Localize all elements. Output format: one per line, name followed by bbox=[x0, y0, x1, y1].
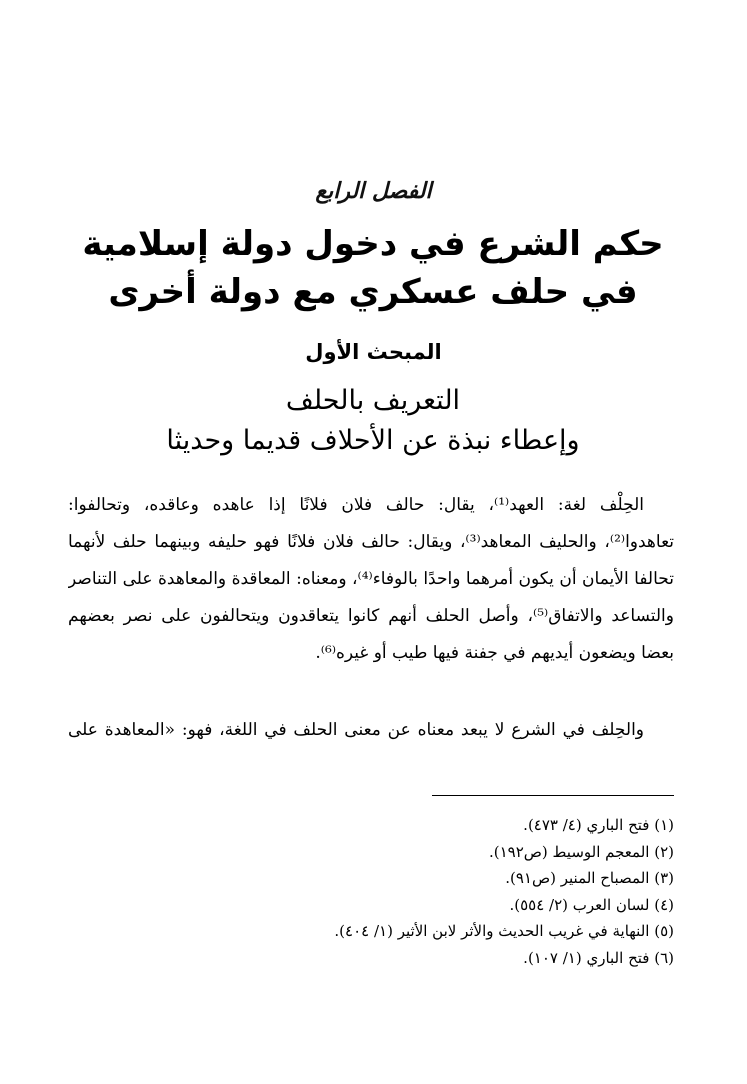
paragraph-line: تحالفا الأيمان أن يكون أمرهما واحدًا بالوفاء⁽⁴⁾، ومعناه: المعاقدة والمعاهدة على التناصر bbox=[68, 569, 674, 589]
paragraph-line: والحِلف في الشرع لا يبعد معناه عن معنى الحلف في اللغة، فهو: «المعاهدة على bbox=[68, 720, 644, 740]
paragraph-line: بعضا ويضعون أيديهم في جفنة فيها طيب أو غيره⁽⁶⁾. bbox=[315, 643, 674, 663]
chapter-title-line-2: في حلف عسكري مع دولة أخرى bbox=[108, 272, 638, 312]
section-title-line-2: وإعطاء نبذة عن الأحلاف قديما وحديثا bbox=[166, 425, 580, 456]
footnotes bbox=[200, 812, 674, 971]
chapter-label: الفصل الرابع bbox=[315, 178, 432, 204]
footnote-item: (٤) لسان العرب (٢/ ٥٥٤). bbox=[509, 895, 674, 914]
footnote-item: (٣) المصباح المنير (ص٩١). bbox=[505, 869, 674, 887]
paragraph-line: تعاهدوا⁽²⁾، والحليف المعاهد⁽³⁾، ويقال: حالف فلان فلانًا فهو حليفه وبينهما حلف لأنهما bbox=[68, 532, 674, 552]
paragraph-line: والتساعد والاتفاق⁽⁵⁾، وأصل الحلف أنهم كانوا يتعاقدون ويتحالفون على نصر بعضهم bbox=[68, 606, 674, 626]
footnote-item: (٦) فتح الباري (١/ ١٠٧). bbox=[523, 948, 674, 967]
footnote-item: (٢) المعجم الوسيط (ص١٩٢). bbox=[489, 842, 674, 861]
chapter-title-line-1: حكم الشرع في دخول دولة إسلامية bbox=[82, 224, 664, 264]
footnote-item: (١) فتح الباري (٤/ ٤٧٣). bbox=[523, 816, 674, 834]
section-title-line-1: التعريف بالحلف bbox=[285, 385, 461, 416]
paragraph-1 bbox=[68, 487, 674, 672]
section-label: المبحث الأول bbox=[305, 340, 442, 364]
paragraph-line: الحِلْف لغة: العهد⁽¹⁾، يقال: حالف فلان فلانًا إذا عاهده وعاقده، وتحالفوا: bbox=[68, 495, 644, 515]
footnote-divider bbox=[432, 795, 674, 796]
footnote-item: (٥) النهاية في غريب الحديث والأثر لابن الأثير (١/ ٤٠٤). bbox=[334, 922, 674, 940]
paragraph-2 bbox=[68, 712, 674, 749]
